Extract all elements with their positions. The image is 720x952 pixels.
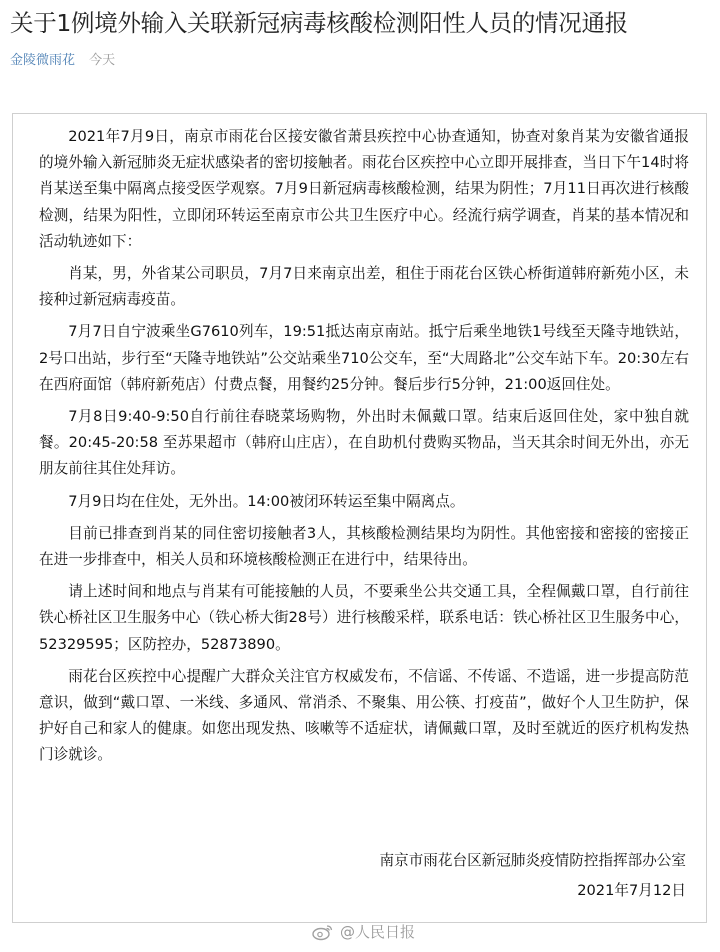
issue-date: 2021年7月12日 bbox=[577, 882, 686, 899]
author-link[interactable]: 金陵微雨花 bbox=[10, 53, 76, 68]
watermark-text: @人民日报 bbox=[340, 923, 416, 941]
article-meta bbox=[10, 52, 115, 70]
notice-paragraph: 雨花台区疾控中心提醒广大群众关注官方权威发布，不信谣、不传谣、不造谣，进一步提高防范意识，做到“戴口罩、一米线、多通风、常消杀、不聚集、用公筷、打疫苗”，做好个人卫生防护，保护好自己和家人的健康。如您出现发热、咳嗽等不适症状，请佩戴口罩，及时至就近的医疗机构发热门诊就诊。 bbox=[39, 667, 689, 764]
notice-body bbox=[39, 124, 689, 775]
notice-paragraph: 7月8日9:40-9:50自行前往春晓菜场购物，外出时未佩戴口罩。结束后返回住处，家中独自就餐。20:45-20:58 至苏果超市（韩府山庄店），在自助机付费购买物品，当天其余时间无外出，亦无朋友前往其住处拜访。 bbox=[39, 408, 689, 478]
notice-paragraph: 请上述时间和地点与肖某有可能接触的人员，不要乘坐公共交通工具，全程佩戴口罩，自行前往铁心桥社区卫生服务中心（铁心桥大街28号）进行核酸采样，联系电话：铁心桥社区卫生服务中心，52329595；区防控办，52873890。 bbox=[39, 583, 689, 653]
notice-image bbox=[12, 113, 707, 923]
weibo-icon bbox=[312, 923, 334, 941]
issuer-name: 南京市雨花台区新冠肺炎疫情防控指挥部办公室 bbox=[379, 852, 686, 869]
notice-paragraph: 2021年7月9日，南京市雨花台区接安徽省萧县疾控中心协查通知，协查对象肖某为安徽省通报的境外输入新冠肺炎无症状感染者的密切接触者。雨花台区疾控中心立即开展排查，当日下午14时将肖某送至集中隔离点接受医学观察。7月9日新冠病毒核酸检测，结果为阴性；7月11日再次进行核酸检测，结果为阳性，立即闭环转运至南京市公共卫生医疗中心。经流行病学调查，肖某的基本情况和活动轨迹如下： bbox=[39, 128, 689, 250]
weibo-watermark bbox=[312, 921, 415, 942]
notice-signature bbox=[380, 846, 686, 906]
notice-paragraph: 7月7日自宁波乘坐G7610列车，19:51抵达南京南站。抵宁后乘坐地铁1号线至天隆寺地铁站，2号口出站，步行至“天隆寺地铁站”公交站乘坐710公交车，至“大周路北”公交车站下车。20:30左右在西府面馆（韩府新苑店）付费点餐，用餐约25分钟。餐后步行5分钟，21:00返回住处。 bbox=[39, 323, 689, 393]
notice-paragraph: 7月9日均在住处，无外出。14:00被闭环转运至集中隔离点。 bbox=[68, 492, 465, 510]
publish-time: 今天 bbox=[89, 53, 116, 68]
notice-paragraph: 目前已排查到肖某的同住密切接触者3人，其核酸检测结果均为阴性。其他密接和密接的密接正在进一步排查中，相关人员和环境核酸检测正在进行中，结果待出。 bbox=[39, 524, 689, 569]
article-title: 关于1例境外输入关联新冠病毒核酸检测阳性人员的情况通报 bbox=[10, 9, 628, 37]
notice-paragraph: 肖某，男，外省某公司职员，7月7日来南京出差，租住于雨花台区铁心桥街道韩府新苑小区，未接种过新冠病毒疫苗。 bbox=[39, 265, 689, 309]
